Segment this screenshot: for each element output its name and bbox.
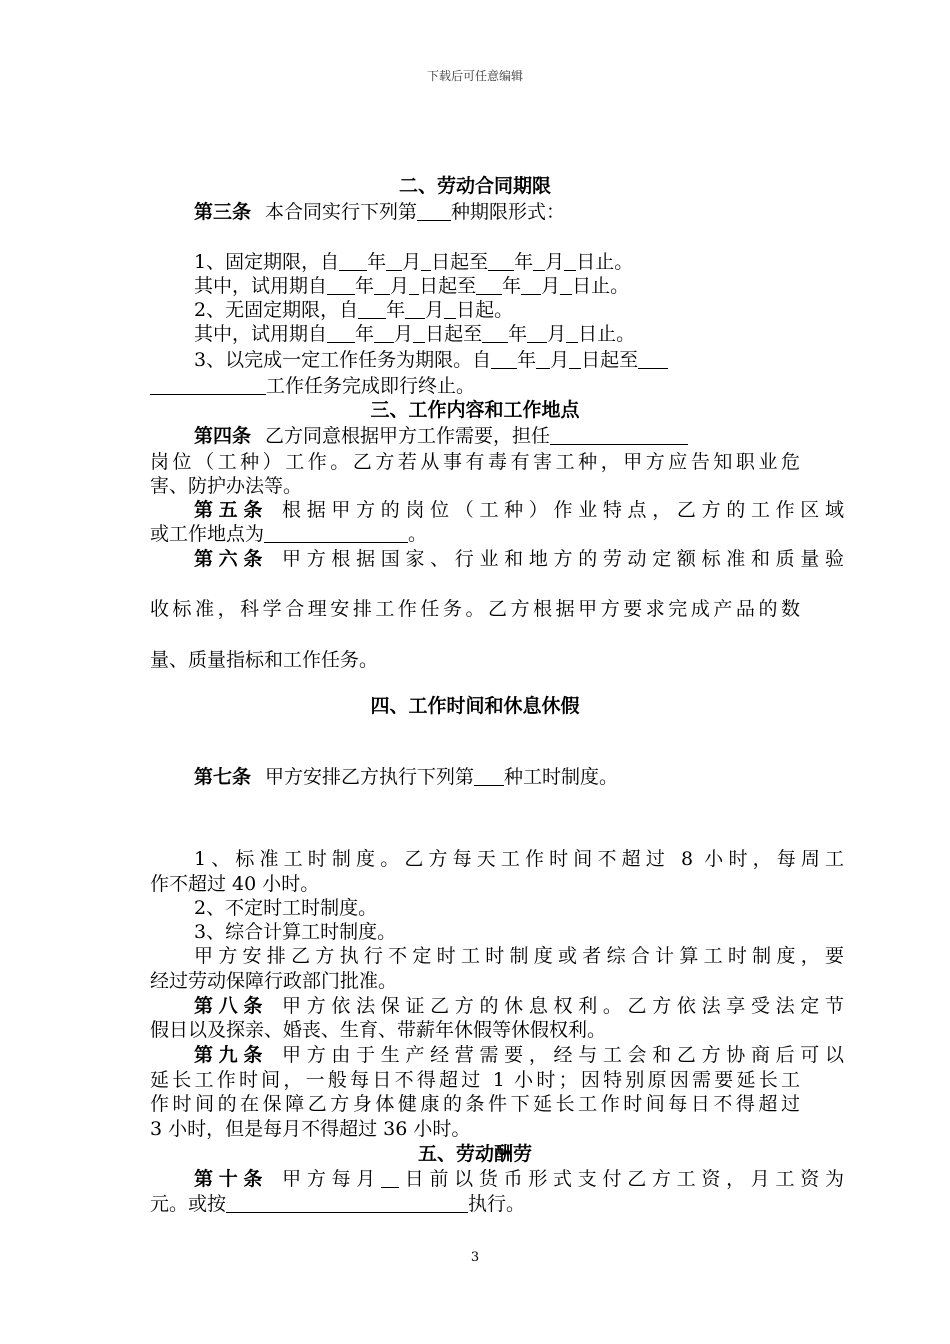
blank-line xyxy=(421,252,431,271)
blank-line xyxy=(521,276,541,295)
blank-line xyxy=(327,276,355,295)
article-label: 第八条 xyxy=(194,995,269,1017)
article-label: 第十条 xyxy=(194,1168,269,1190)
section-heading: 四、工作时间和休息休假 xyxy=(370,695,580,717)
blank-line xyxy=(482,324,508,343)
blank-line xyxy=(226,1194,468,1213)
page-header: 下载后可任意编辑 xyxy=(426,69,523,83)
term-line-5: 3、以完成一定工作任务为期限。自 年 月 日起至 xyxy=(150,348,844,372)
blank-line xyxy=(264,524,408,543)
blank-line xyxy=(374,276,390,295)
article-10: 第十条 甲方每月 日前以货币形式支付乙方工资，月工资为 xyxy=(194,1168,844,1190)
article-label: 第五条 xyxy=(194,499,269,521)
blank-line xyxy=(381,1169,399,1188)
blank-line xyxy=(527,324,547,343)
article-8: 第八条 甲方依法保证乙方的休息权利。乙方依法享受法定节 xyxy=(194,995,844,1017)
term-line-6: 工作任务完成即行终止。 xyxy=(150,374,800,398)
section-heading: 三、工作内容和工作地点 xyxy=(370,399,580,421)
article-6: 第六条 甲方根据国家、行业和地方的劳动定额标准和质量验 xyxy=(194,548,844,570)
blank-line xyxy=(150,376,266,395)
blank-line xyxy=(560,276,572,295)
article-label: 第七条 xyxy=(194,766,252,788)
blank-line xyxy=(638,350,668,369)
article-label: 第三条 xyxy=(194,201,252,223)
blank-line xyxy=(550,426,688,445)
blank-line xyxy=(386,252,402,271)
article-4: 第四条 乙方同意根据甲方工作需要，担任 xyxy=(150,424,844,448)
blank-line xyxy=(409,276,419,295)
section-heading: 五、劳动酬劳 xyxy=(417,1143,532,1165)
blank-line xyxy=(339,252,367,271)
section-heading: 二、劳动合同期限 xyxy=(398,175,551,197)
article-label: 第六条 xyxy=(194,548,269,570)
blank-line xyxy=(374,324,394,343)
blank-line xyxy=(413,324,425,343)
article-7: 第七条 甲方安排乙方执行下列第 种工时制度。 xyxy=(194,766,619,788)
blank-line xyxy=(474,767,504,786)
blank-line xyxy=(327,324,355,343)
blank-line xyxy=(536,350,550,369)
blank-line xyxy=(566,324,578,343)
blank-line xyxy=(488,252,514,271)
article-label: 第九条 xyxy=(194,1044,269,1066)
blank-line xyxy=(476,276,502,295)
blank-line xyxy=(491,350,517,369)
article-label: 第四条 xyxy=(194,425,252,447)
article-9: 第九条 甲方由于生产经营需要，经与工会和乙方协商后可以 xyxy=(194,1044,844,1066)
blank-line xyxy=(358,300,386,319)
blank-line xyxy=(444,300,456,319)
article-5: 第五条 根据甲方的岗位（工种）作业特点，乙方的工作区域 xyxy=(194,499,844,521)
blank-line xyxy=(405,300,425,319)
blank-line xyxy=(564,252,576,271)
term-line-3: 2、无固定期限，自 年 月 日起。 xyxy=(194,299,514,321)
blank-line xyxy=(417,202,451,221)
term-line-1: 1、固定期限，自 年 月 日起至 年 月 日止。 xyxy=(194,251,634,273)
term-line-2: 其中，试用期自 年 月 日起至 年 月 日止。 xyxy=(194,275,630,297)
term-line-4: 其中，试用期自 年 月 日起至 年 月 日止。 xyxy=(194,323,636,345)
blank-line xyxy=(569,350,581,369)
article-3: 第三条 本合同实行下列第 种期限形式： xyxy=(194,201,566,223)
blank-line xyxy=(533,252,545,271)
page-number: 3 xyxy=(470,1250,480,1265)
